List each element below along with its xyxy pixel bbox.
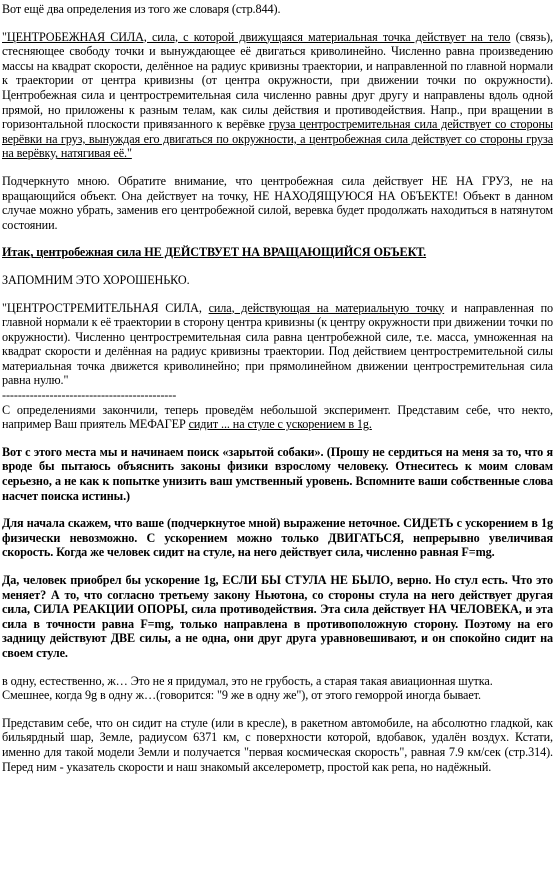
centrifugal-definition-underlined-end: груза центростремительная сила действует со стороны верёвки на груз, вынуждая его двигаться по окружности, а центробежная сила действует со стороны груза на верёвку, натягивая её." [2, 117, 553, 161]
joke-line-2: Смешнее, когда 9g в одну ж…(говорится: "9 же в одну же"), от этого геморрой иногда бывает. [2, 688, 481, 703]
intro-line: Вот ещё два определения из того же словаря (стр.844). [2, 2, 281, 16]
experiment-text: С определениями закончили, теперь проведём небольшой эксперимент. Представим себе, что некто, например Ваш приятель МЕФАГЕР [2, 402, 553, 432]
experiment-paragraph [2, 403, 553, 432]
centrifugal-force-definition [2, 30, 553, 161]
experiment-quote-underlined: сидит ... на стуле с ускорением в 1g. [188, 417, 372, 432]
centripetal-definition-term: "ЦЕНТРОСТРЕМИТЕЛЬНАЯ СИЛА, [2, 300, 209, 315]
conclusion-heading: Итак, центробежная сила НЕ ДЕЙСТВУЕТ НА ВРАЩАЮЩИЙСЯ ОБЪЕКТ. [2, 245, 427, 260]
separator-line: -------------------------------------------- [2, 388, 177, 403]
centripetal-definition-body: и направленная по главной нормали к её траектории в сторону центра кривизны (к центру окружности при движении точки по окружности). Численно центростремительная сила равна центробежной силе, т.е. масса, умноженная на квадрат скорости и делённая на радиус кривизны траектории. Под действием центростремительной силы материальная точка движется криволинейно; при прямолинейном движении центростремительная сила равна нулю." [2, 300, 553, 388]
joke-line-1: в одну, естественно, ж… Это не я придумал, это не грубость, а старая такая авиационная шутка. [2, 673, 493, 688]
inaccuracy-paragraph: Для начала скажем, что ваше (подчеркнутое мной) выражение неточное. СИДЕТЬ с ускорением в 1g физически невозможно. С ускорением можно только ДВИГАТЬСЯ, непрерывно увеличивая скорость. Когда же человек сидит на стуле, на него действует сила, численно равная F=mg. [2, 516, 553, 560]
rocket-car-paragraph: Представим себе, что он сидит на стуле (или в кресле), в ракетном автомобиле, на абсолютно гладкой, как бильярдный шар, Земле, радиусом 6371 км, с поверхности которой, вдобавок, удалён воздух. Кстати, именно для такой модели Земли и получается "первая космическая скорость", равная 7.9 км/сек (стр.314). Перед ним - указатель скорости и наш знакомый акселерометр, простой как репа, но надёжный. [2, 715, 553, 774]
remember-line: ЗАПОМНИМ ЭТО ХОРОШЕНЬКО. [2, 272, 190, 287]
centrifugal-definition-body: (связь), стесняющее свободу точки и вынуждающее её двигаться криволинейно. Численно равна произведению массы на квадрат скорости, делённое на радиус кривизны траектории, и направленной по главной нормали к траектории от центра кривизны (от центра окружности, при движении точки по окружности). Центробежная сила и центростремительная сила численно равны друг другу и направлены вдоль одной прямой, но приложены к разным телам, как силы действия и противодействия. Напр., при вращении в горизонтальной плоскости привязанного к верёвке [2, 29, 554, 132]
newton-paragraph: Да, человек приобрел бы ускорение 1g, ЕСЛИ БЫ СТУЛА НЕ БЫЛО, верно. Но стул есть. Что это меняет? А то, что согласно третьему закону Ньютона, со стороны стула на него действует другая сила, СИЛА РЕАКЦИИ ОПОРЫ, сила противодействия. Эта сила действует НА ЧЕЛОВЕКА, и эта сила в точности равна F=mg, только направлена в противоположную сторону. Поэтому на его задницу действуют ДВЕ силы, а не одна, они друг друга уравновешивают, и он спокойно сидит на своем стуле. [2, 573, 553, 660]
centripetal-force-definition [2, 301, 553, 389]
search-paragraph: Вот с этого места мы и начинаем поиск «зарытой собаки». (Прошу не сердиться на меня за то, что я вроде бы пытаюсь объяснить законы физики взрослому человеку. Отнеситесь к моим словам серьезно, а не как к попытке унизить ваш умственный уровень. Вспомните ваши собственные слова насчет поиска истины.) [2, 444, 553, 503]
centrifugal-definition-underlined-start: "ЦЕНТРОБЕЖНАЯ СИЛА, сила, с которой движущаяся материальная точка действует на тело [2, 29, 511, 44]
centripetal-definition-underlined: сила, действующая на материальную точку [208, 300, 445, 315]
comment-paragraph: Подчеркнуто мною. Обратите внимание, что центробежная сила действует НЕ НА ГРУЗ, не на вращающийся объект. Она действует на точку, НЕ НАХОДЯЩУЮСЯ НА ОБЪЕКТЕ! Объект в данном случае можно убрать, заменив его центробежной силой, веревка будет продолжать находиться в натянутом состоянии. [2, 173, 553, 232]
